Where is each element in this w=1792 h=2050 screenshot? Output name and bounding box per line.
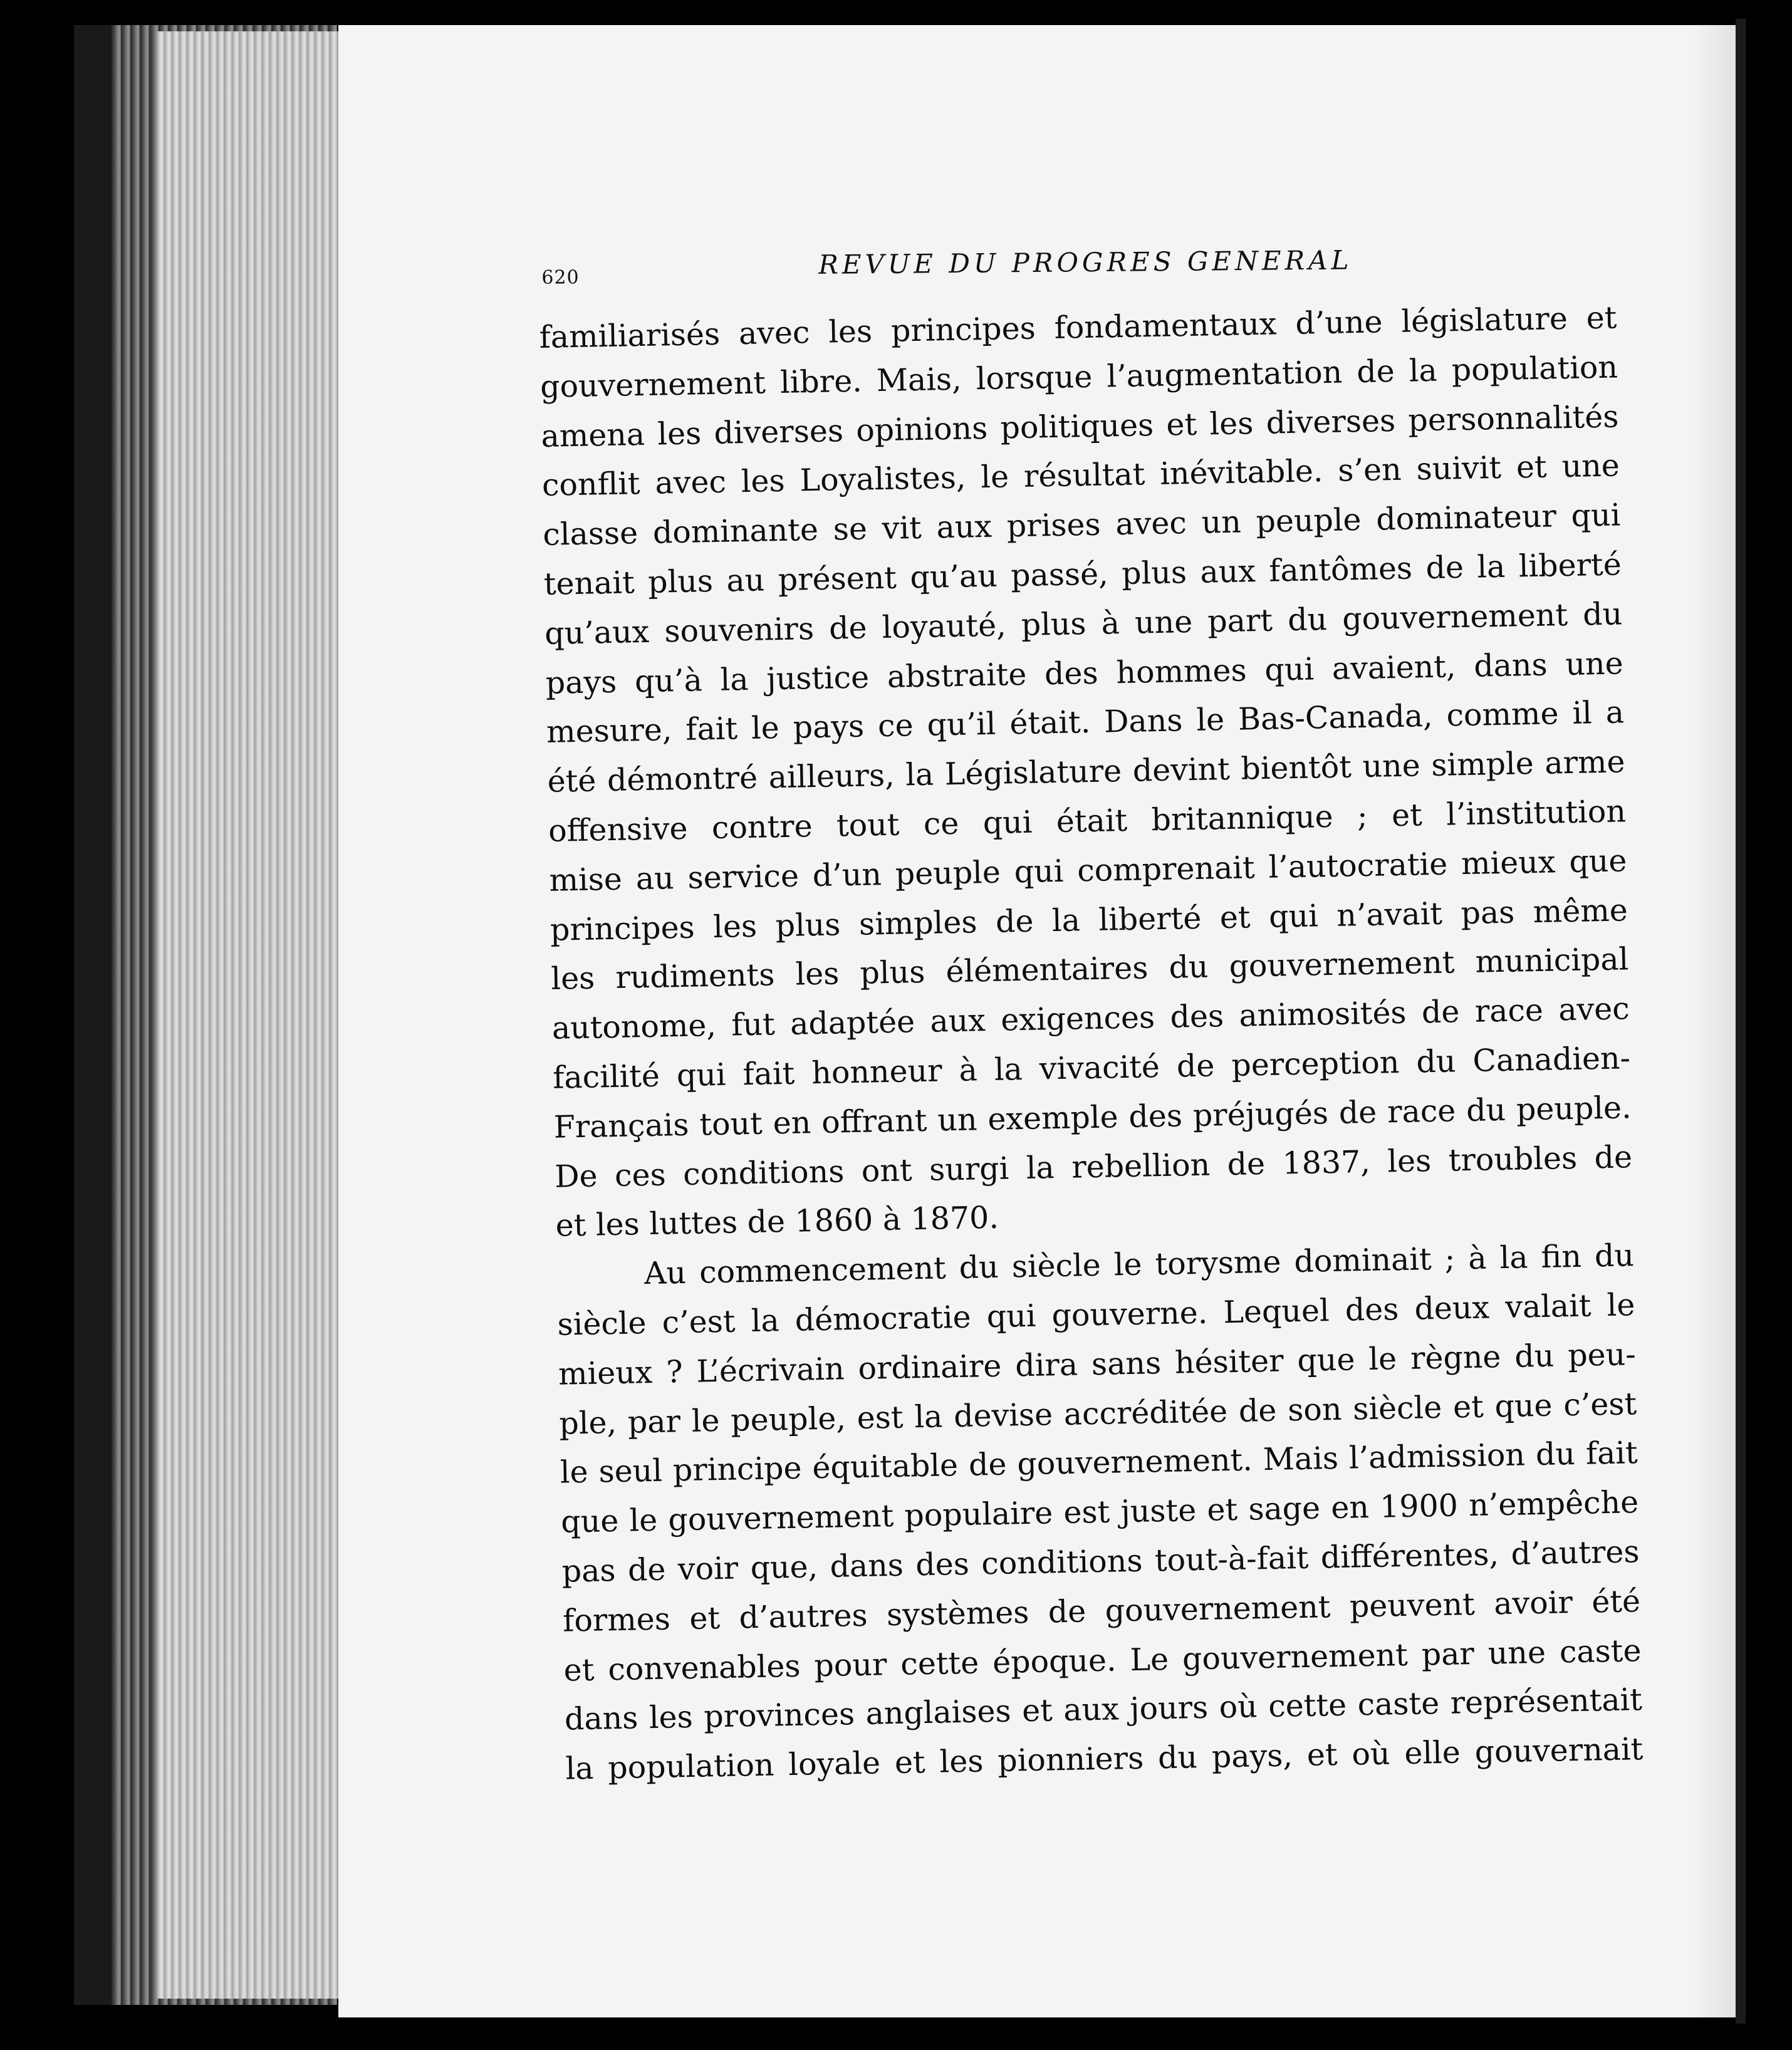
text-line: siècle c’est la démocratie qui gouverne. Lequel des deux valait le [557, 1287, 1635, 1343]
page-right-shadow [1692, 25, 1736, 2017]
page-right-edge [1736, 19, 1746, 2024]
text-line: Français tout en offrant un exemple des préjugés de race du peuple. [553, 1090, 1632, 1145]
text-line: familiarisés avec les principes fondamentaux d’une législature et [539, 299, 1617, 355]
text-line: dans les provinces anglaises et aux jours où cette caste représentait [564, 1682, 1643, 1737]
text-line: été démontré ailleurs, la Législature devint bientôt une simple arme [547, 744, 1625, 800]
text-line: De ces conditions ont surgi la rebellion de 1837, les troubles de [554, 1138, 1633, 1195]
text-line: mise au service d’un peuple qui comprenait l’autocratie mieux que [549, 843, 1627, 898]
text-line: formes et d’autres systèmes de gouvernement peuvent avoir été [562, 1583, 1641, 1639]
text-line: offensive contre tout ce qui était britannique ; et l’institution [548, 793, 1627, 849]
text-line: tenait plus au présent qu’au passé, plus aux fantômes de la liberté [543, 546, 1622, 602]
text-line: les rudiments les plus élémentaires du gouvernement municipal [550, 941, 1629, 997]
text-line: et convenables pour cette époque. Le gouvernement par une caste [563, 1632, 1642, 1688]
book-page-edges-light [157, 31, 345, 1999]
text-line: amena les diverses opinions politiques et les diverses personnalités [541, 398, 1619, 454]
book-binding [74, 25, 112, 2005]
text-line: autonome, fut adaptée aux exigences des animosités de race avec [551, 991, 1630, 1046]
text-line: qu’aux souvenirs de loyauté, plus à une part du gouvernement du [544, 596, 1623, 652]
text-line: pas de voir que, dans des conditions tout-à-fait différentes, d’autres [561, 1534, 1640, 1590]
text-line: la population loyale et les pionniers du pays, et où elle gouvernait [565, 1731, 1644, 1787]
text-line: mieux ? L’écrivain ordinaire dira sans hésiter que le règne du peu- [558, 1336, 1637, 1392]
body-text [539, 293, 1644, 1794]
text-line: ple, par le peuple, est la devise accréditée de son siècle et que c’est [558, 1385, 1637, 1442]
text-line: que le gouvernement populaire est juste et sage en 1900 n’empêche [560, 1484, 1639, 1540]
text-line: et les luttes de 1860 à 1870. [555, 1200, 999, 1244]
page-number: 620 [541, 266, 580, 289]
running-title: REVUE DU PROGRES GENERAL [818, 244, 1353, 280]
text-line: mesure, fait le pays ce qu’il était. Dans le Bas-Canada, comme il a [546, 694, 1625, 751]
text-line: pays qu’à la justice abstraite des hommes qui avaient, dans une [545, 645, 1624, 701]
text-line: gouvernement libre. Mais, lorsque l’augmentation de la population [539, 349, 1618, 405]
text-line: facilité qui fait honneur à la vivacité de perception du Canadien- [552, 1040, 1631, 1096]
text-line: le seul principe équitable de gouvernement. Mais l’admission du fait [560, 1435, 1638, 1491]
paragraph-2 [556, 1231, 1644, 1794]
text-line: classe dominante se vit aux prises avec un peuple dominateur qui [542, 497, 1621, 553]
text-line: principes les plus simples de la liberté et qui n’avait pas même [550, 892, 1628, 948]
text-line: conflit avec les Loyalistes, le résultat inévitable. s’en suivit et une [541, 447, 1620, 504]
text-line: Au commencement du siècle le torysme dominait ; à la fin du [643, 1237, 1635, 1292]
paragraph-1 [539, 293, 1633, 1251]
